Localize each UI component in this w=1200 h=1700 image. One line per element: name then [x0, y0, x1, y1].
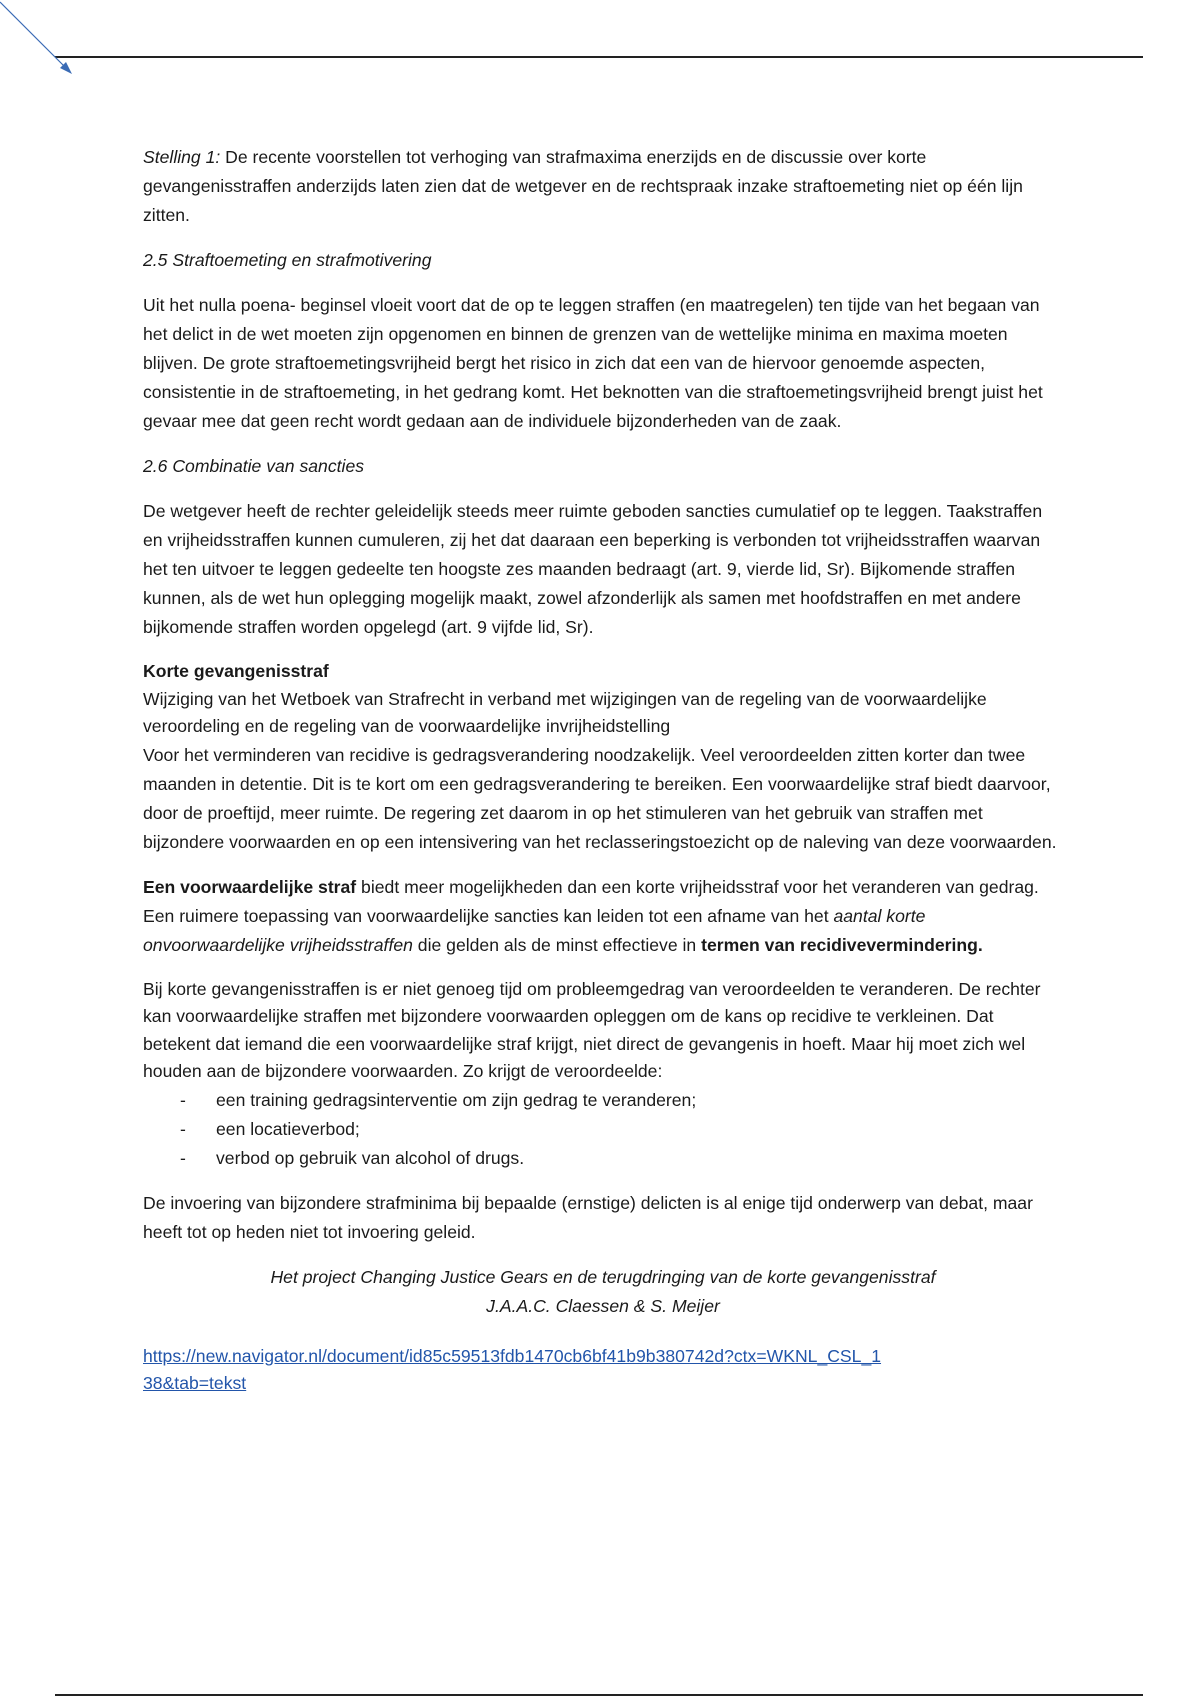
strafminima-paragraph: De invoering van bijzondere strafminima bij bepaalde (ernstige) delicten is al enige tijd onderwerp van debat, maar heeft tot op heden niet tot invoering geleid. — [143, 1192, 1033, 1242]
korte-body: Voor het verminderen van recidive is gedragsverandering noodzakelijk. Veel veroordeelden zitten korter dan twee maanden in detentie. Dit is te kort om een gedragsverandering te bereiken. Een voorwaardelijke straf biedt daarvoor, door de proeftijd, meer ruimte. De regering zet daarom in op het stimuleren van het gebruik van straffen met bijzondere voorwaarden en op een intensivering van het reclasseringstoezicht op de naleving van deze voorwaarden. — [143, 744, 1057, 852]
citation-authors: J.A.A.C. Claessen & S. Meijer — [486, 1295, 720, 1316]
voorwaardelijk-bold-end: termen van recidivevermindering. — [701, 934, 983, 955]
list-item: - een training gedragsinterventie om zijn gedrag te veranderen; — [180, 1089, 697, 1110]
list-item: - een locatieverbod; — [180, 1118, 360, 1139]
list-item: - verbod op gebruik van alcohol of drugs. — [180, 1147, 525, 1168]
voorwaardelijk-paragraph — [143, 873, 1063, 960]
bottom-rule — [55, 1694, 1143, 1696]
voorwaardelijk-text1: biedt meer mogelijkheden dan een korte vrijheidsstraf voor het veranderen van gedrag. Een ruimere toepassing van voorwaardelijke sancties kan leiden tot een afname van het — [143, 876, 1039, 926]
top-rule — [55, 56, 1143, 58]
section-2-5-heading: 2.5 Straftoemeting en strafmotivering — [143, 250, 432, 270]
voorwaardelijk-text2: die gelden als de minst effectieve in — [412, 934, 702, 955]
voorwaardelijk-bold-start: Een voorwaardelijke straf — [143, 876, 357, 897]
section-2-6-body: De wetgever heeft de rechter geleidelijk steeds meer ruimte geboden sancties cumulatief op te leggen. Taakstraffen en vrijheidsstraffen kunnen cumuleren, zij het dat daaraan een beperking is verbonden tot vrijheidsstraffen waarvan het ten uitvoer te leggen gedeelte ten hoogste zes maanden bedraagt (art. 9, vierde lid, Sr). Bijkomende straffen kunnen, als de wet hun oplegging mogelijk maakt, zowel afzonderlijk als samen met hoofdstraffen en met andere bijkomende straffen worden opgelegd (art. 9 vijfde lid, Sr). — [143, 501, 1043, 637]
stelling-text: De recente voorstellen tot verhoging van strafmaxima enerzijds en de discussie over korte gevangenisstraffen anderzijds laten zien dat de wetgever en de rechtspraak inzake straftoemeting niet op één lijn zitten. — [143, 147, 1023, 225]
voorwaardelijk-italic: aantal korte onvoorwaardelijke vrijheidsstraffen — [143, 905, 926, 955]
source-link[interactable]: https://new.navigator.nl/document/id85c59513fdb1470cb6bf41b9b380742d?ctx=WKNL_CSL_138&tab=tekst — [143, 1345, 882, 1393]
stelling-label: Stelling 1: — [143, 147, 221, 167]
citation-title: Het project Changing Justice Gears en de terugdringing van de korte gevangenisstraf — [270, 1266, 936, 1287]
citation — [143, 1263, 1063, 1321]
bijzondere-intro: Bij korte gevangenisstraffen is er niet genoeg tijd om probleemgedrag van veroordeelden te veranderen. De rechter kan voorwaardelijke straffen met bijzondere voorwaarden opleggen om de kans op recidive te verkleinen. Dat betekent dat iemand die een voorwaardelijke straf krijgt, niet direct de gevangenis in hoeft. Maar hij moet zich wel houden aan de bijzondere voorwaarden. Zo krijgt de veroordeelde: — [143, 978, 1041, 1081]
corner-arrow-icon — [0, 0, 80, 80]
section-2-5-body: Uit het nulla poena- beginsel vloeit voort dat de op te leggen straffen (en maatregelen) ten tijde van het begaan van het delict in de wet moeten zijn opgenomen en binnen de grenzen van de wettelijke minima en maxima moeten blijven. De grote straftoemetingsvrijheid bergt het risico in zich dat een van de hiervoor genoemde aspecten, consistentie in de straftoemeting, in het gedrang komt. Het beknotten van die straftoemetingsvrijheid brengt juist het gevaar mee dat geen recht wordt gedaan aan de individuele bijzonderheden van de zaak. — [143, 295, 1043, 431]
section-2-6-heading: 2.6 Combinatie van sancties — [143, 456, 365, 476]
korte-heading: Korte gevangenisstraf — [143, 661, 329, 681]
korte-subtitle: Wijziging van het Wetboek van Strafrecht in verband met wijzigingen van de regeling van de voorwaardelijke veroordeling en de regeling van de voorwaardelijke invrijheidstelling — [143, 688, 987, 736]
stelling-paragraph — [143, 143, 1063, 230]
document-body — [143, 143, 1063, 1397]
bijzondere-list — [143, 1086, 1063, 1173]
